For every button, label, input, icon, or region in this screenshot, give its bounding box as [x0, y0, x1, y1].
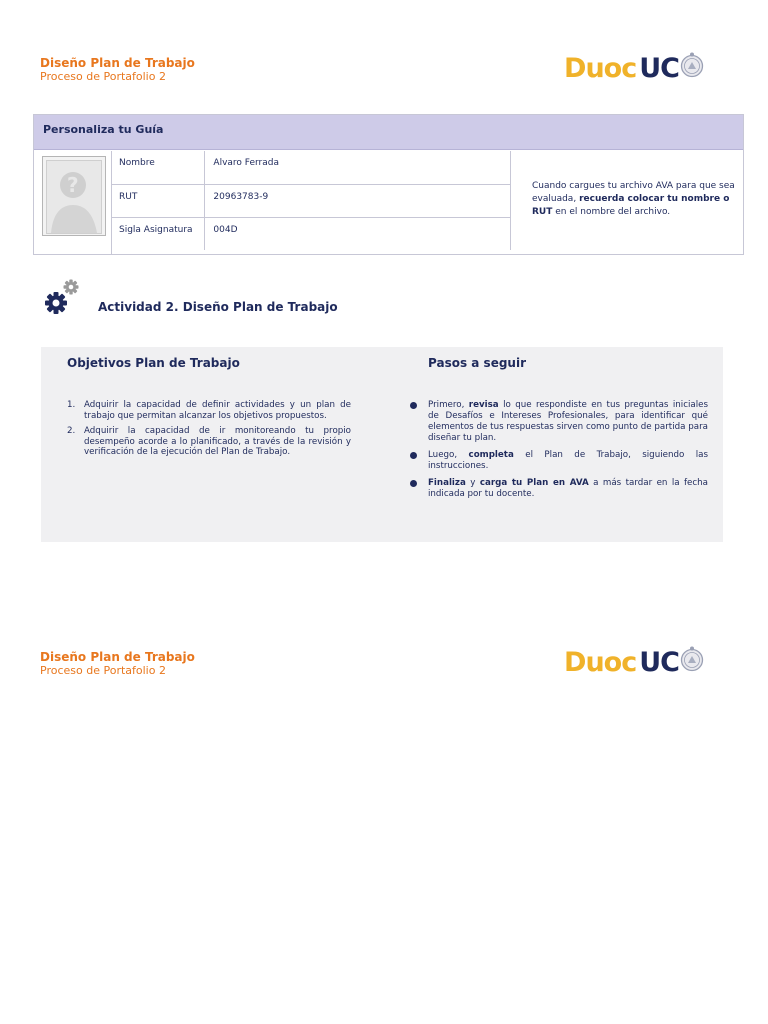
- logo-uc-text: UC: [639, 52, 679, 84]
- uc-seal-icon: [680, 52, 704, 78]
- photo-cell: [34, 151, 112, 254]
- objectives-steps-panel: [41, 347, 723, 542]
- objectives-heading: Objetivos Plan de Trabajo: [67, 356, 240, 370]
- duoc-uc-logo-2: [564, 642, 704, 682]
- guide-heading: Personaliza tu Guía: [34, 115, 743, 150]
- document-title: Diseño Plan de Trabajo: [40, 56, 195, 70]
- document-title-2: Diseño Plan de Trabajo: [40, 650, 195, 664]
- table-row: [111, 217, 511, 250]
- user-placeholder-icon: [47, 161, 101, 233]
- personalize-guide-box: [33, 114, 744, 255]
- list-item: 1. Adquirir la capacidad de definir actividades y un plan de trabajo que permitan alcanzar los objetivos propuestos.: [67, 400, 351, 421]
- svg-text:?: ?: [67, 173, 79, 197]
- photo-frame: [42, 156, 106, 236]
- bullet-icon: [410, 480, 417, 487]
- steps-heading: Pasos a seguir: [428, 356, 526, 370]
- objectives-list: [67, 400, 351, 463]
- page-header: [40, 52, 704, 96]
- activity-title: Actividad 2. Diseño Plan de Trabajo: [98, 300, 338, 314]
- field-value-rut[interactable]: 20963783-9: [205, 184, 511, 217]
- list-item: Luego, completa el Plan de Trabajo, siguiendo las instrucciones.: [409, 450, 708, 472]
- document-subtitle-2: Proceso de Portafolio 2: [40, 664, 166, 677]
- field-value-sigla[interactable]: 004D: [205, 217, 511, 250]
- activity-heading: [40, 278, 440, 318]
- field-label-sigla: Sigla Asignatura: [111, 217, 205, 250]
- uc-seal-icon: [680, 646, 704, 672]
- list-item: Finaliza y carga tu Plan en AVA a más tardar en la fecha indicada por tu docente.: [409, 478, 708, 500]
- upload-note: Cuando cargues tu archivo AVA para que sea evaluada, recuerda colocar tu nombre o RUT en el nombre del archivo.: [532, 181, 735, 217]
- document-subtitle: Proceso de Portafolio 2: [40, 70, 166, 83]
- duoc-uc-logo: [564, 48, 704, 88]
- logo-duoc-text: Duoc: [564, 52, 637, 84]
- gears-icon: [40, 278, 84, 318]
- bullet-icon: [410, 452, 417, 459]
- list-item: 2. Adquirir la capacidad de ir monitoreando tu propio desempeño acorde a lo planificado, a través de la revisión y verificación de la ejecución del Plan de Trabajo.: [67, 426, 351, 457]
- bullet-icon: [410, 402, 417, 409]
- field-label-rut: RUT: [111, 184, 205, 217]
- field-value-nombre[interactable]: Alvaro Ferrada: [205, 151, 511, 184]
- field-label-nombre: Nombre: [111, 151, 205, 184]
- table-row: [111, 184, 511, 217]
- student-info-table: [111, 151, 511, 250]
- page-header-2: [40, 646, 704, 690]
- logo-duoc-text: Duoc: [564, 646, 637, 678]
- table-row: [111, 151, 511, 184]
- logo-uc-text: UC: [639, 646, 679, 678]
- steps-list: [409, 400, 708, 506]
- list-item: Primero, revisa lo que respondiste en tus preguntas iniciales de Desafíos e Intereses Profesionales, para identificar qué elementos de tus respuestas sirven como punto de partida para diseñar tu plan.: [409, 400, 708, 444]
